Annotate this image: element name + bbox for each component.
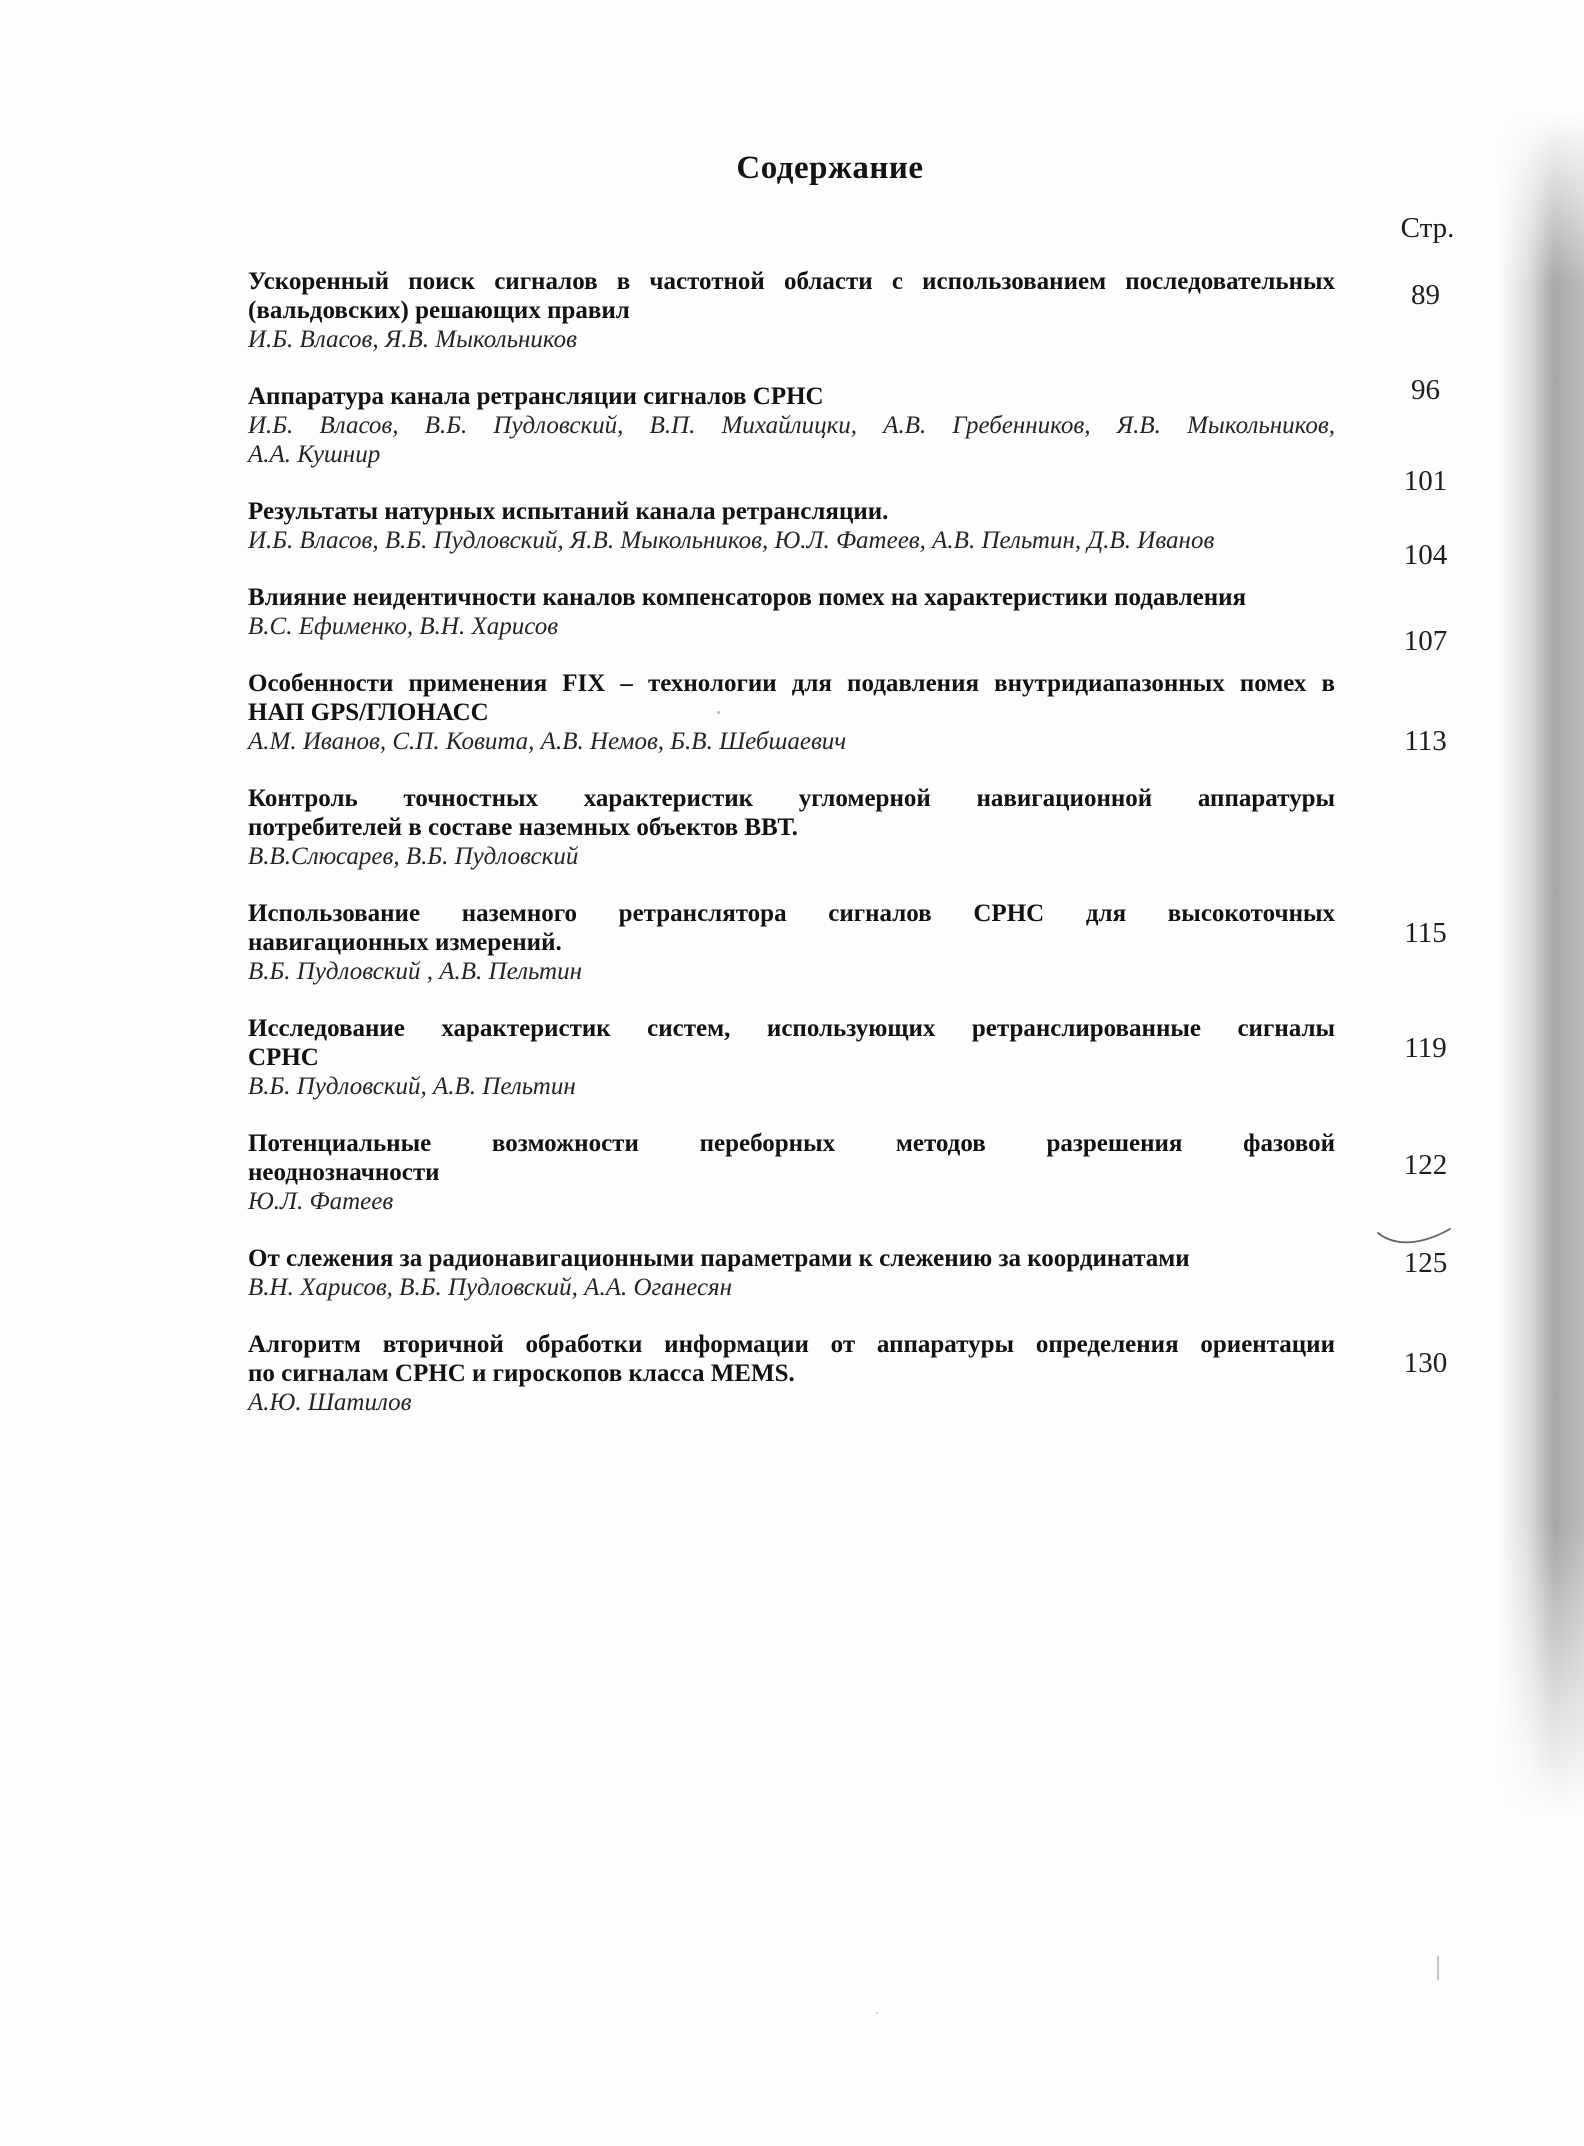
entry-title [248, 267, 1335, 325]
entry-author-line: В.Б. Пудловский, А.В. Пельтин [248, 1073, 576, 1100]
entry-authors [248, 1072, 1335, 1101]
entry-title-line: НАП GPS/ГЛОНАСС [248, 699, 489, 726]
scan-speck [717, 711, 720, 714]
entry-author-line: И.Б. Власов, В.Б. Пудловский, Я.В. Мыкольников, Ю.Л. Фатеев, А.В. Пельтин, Д.В. Иванов [248, 527, 1215, 554]
entry-authors [248, 1273, 1335, 1302]
entry-text [248, 899, 1335, 986]
entry-authors [248, 727, 1335, 756]
scan-edge-shadow [1498, 95, 1584, 1855]
entry-page-number: 107 [1403, 625, 1448, 657]
entry-title-line: (вальдовских) решающих правил [248, 297, 630, 324]
entry-authors [248, 842, 1335, 871]
entry-title-line: Влияние неидентичности каналов компенсаторов помех на характеристики подавления [248, 584, 1247, 611]
scan-speck [876, 2012, 878, 2014]
entry-page-number: 113 [1404, 725, 1447, 757]
pen-mark-artifact [1372, 1218, 1456, 1250]
entry-text [248, 784, 1335, 871]
entry-text [248, 382, 1335, 469]
entry-author-line: В.Н. Харисов, В.Б. Пудловский, А.А. Оганесян [248, 1274, 733, 1301]
entry-authors [248, 1388, 1335, 1417]
entry-title-line: по сигналам СРНС и гироскопов класса MEMS. [248, 1360, 795, 1387]
entry-authors [248, 325, 1335, 354]
toc-entry [248, 374, 1440, 469]
entry-title-line: Аппаратура канала ретрансляции сигналов СРНС [248, 383, 824, 410]
entry-text [248, 669, 1335, 756]
entry-author-line: В.С. Ефименко, В.Н. Харисов [248, 613, 559, 640]
entry-author-line: А.Ю. Шатилов [248, 1389, 412, 1416]
entry-title [248, 669, 1335, 727]
entry-title-line: Результаты натурных испытаний канала ретрансляции. [248, 498, 889, 525]
entry-author-line: В.Б. Пудловский , А.В. Пельтин [248, 958, 582, 985]
entry-title-line: Ускоренный поиск сигналов в частотной области с использованием последовательных [248, 268, 1335, 295]
entry-author-line: В.В.Слюсарев, В.Б. Пудловский [248, 843, 579, 870]
entry-title-line: СРНС [248, 1044, 319, 1071]
entry-title [248, 1244, 1335, 1273]
entry-page-number: 89 [1411, 279, 1440, 311]
entry-title-line: потребителей в составе наземных объектов ВВТ. [248, 814, 798, 841]
entry-page-number: 96 [1411, 374, 1440, 406]
entry-text [248, 583, 1335, 641]
entry-page-number: 104 [1403, 539, 1448, 571]
entry-authors [248, 411, 1335, 469]
entry-text [248, 1129, 1335, 1216]
entry-text [248, 497, 1335, 555]
entry-title-line: Алгоритм вторичной обработки информации от аппаратуры определения ориентации [248, 1331, 1335, 1358]
entry-title-line: навигационных измерений. [248, 929, 562, 956]
entry-page-number: 130 [1403, 1347, 1448, 1379]
entry-title [248, 1014, 1335, 1072]
entry-text [248, 1244, 1335, 1302]
entry-page-number: 125 [1403, 1247, 1448, 1279]
entry-author-line: А.А. Кушнир [248, 441, 381, 468]
page-column-header: Стр. [1400, 212, 1455, 244]
entry-title-line: Особенности применения FIX – технологии для подавления внутридиапазонных помех в [248, 670, 1335, 697]
entry-title [248, 1330, 1335, 1388]
scan-speck [1437, 1956, 1439, 1980]
entry-title-line: Контроль точностных характеристик угломерной навигационной аппаратуры [248, 785, 1335, 812]
page-title: Содержание [736, 150, 924, 186]
entry-authors [248, 957, 1335, 986]
toc-entry [248, 267, 1440, 354]
entry-title-line: От слежения за радионавигационными параметрами к слежению за координатами [248, 1245, 1190, 1272]
entry-title-line: неоднозначности [248, 1159, 440, 1186]
entry-page-number: 101 [1403, 465, 1448, 497]
entry-page-number: 122 [1403, 1149, 1448, 1181]
entry-text [248, 267, 1335, 354]
entry-title [248, 784, 1335, 842]
entry-authors [248, 526, 1335, 555]
entry-title-line: Исследование характеристик систем, использующих ретранслированные сигналы [248, 1015, 1335, 1042]
toc-entry [248, 1244, 1448, 1302]
entry-title [248, 583, 1335, 612]
entry-page-number: 115 [1404, 917, 1447, 949]
entry-author-line: И.Б. Власов, В.Б. Пудловский, В.П. Михайлицки, А.В. Гребенников, Я.В. Мыкольников, [248, 412, 1335, 439]
entry-text [248, 1330, 1335, 1417]
entry-page-number: 119 [1404, 1032, 1447, 1064]
entry-title-line: Использование наземного ретранслятора сигналов СРНС для высокоточных [248, 900, 1335, 927]
entry-author-line: И.Б. Власов, Я.В. Мыкольников [248, 326, 577, 353]
entry-text [248, 1014, 1335, 1101]
entry-authors [248, 1187, 1335, 1216]
toc-entry [248, 899, 1447, 986]
entry-author-line: Ю.Л. Фатеев [248, 1188, 394, 1215]
entry-title-line: Потенциальные возможности переборных методов разрешения фазовой [248, 1130, 1335, 1157]
entry-title [248, 1129, 1335, 1187]
entry-authors [248, 612, 1335, 641]
toc-entry [248, 1014, 1447, 1101]
entry-title [248, 497, 1335, 526]
toc-entry [248, 1129, 1448, 1216]
entry-title [248, 382, 1335, 411]
toc-entry [248, 1330, 1448, 1417]
entry-author-line: А.М. Иванов, С.П. Ковита, А.В. Немов, Б.В. Шебшаевич [248, 728, 847, 755]
entry-title [248, 899, 1335, 957]
